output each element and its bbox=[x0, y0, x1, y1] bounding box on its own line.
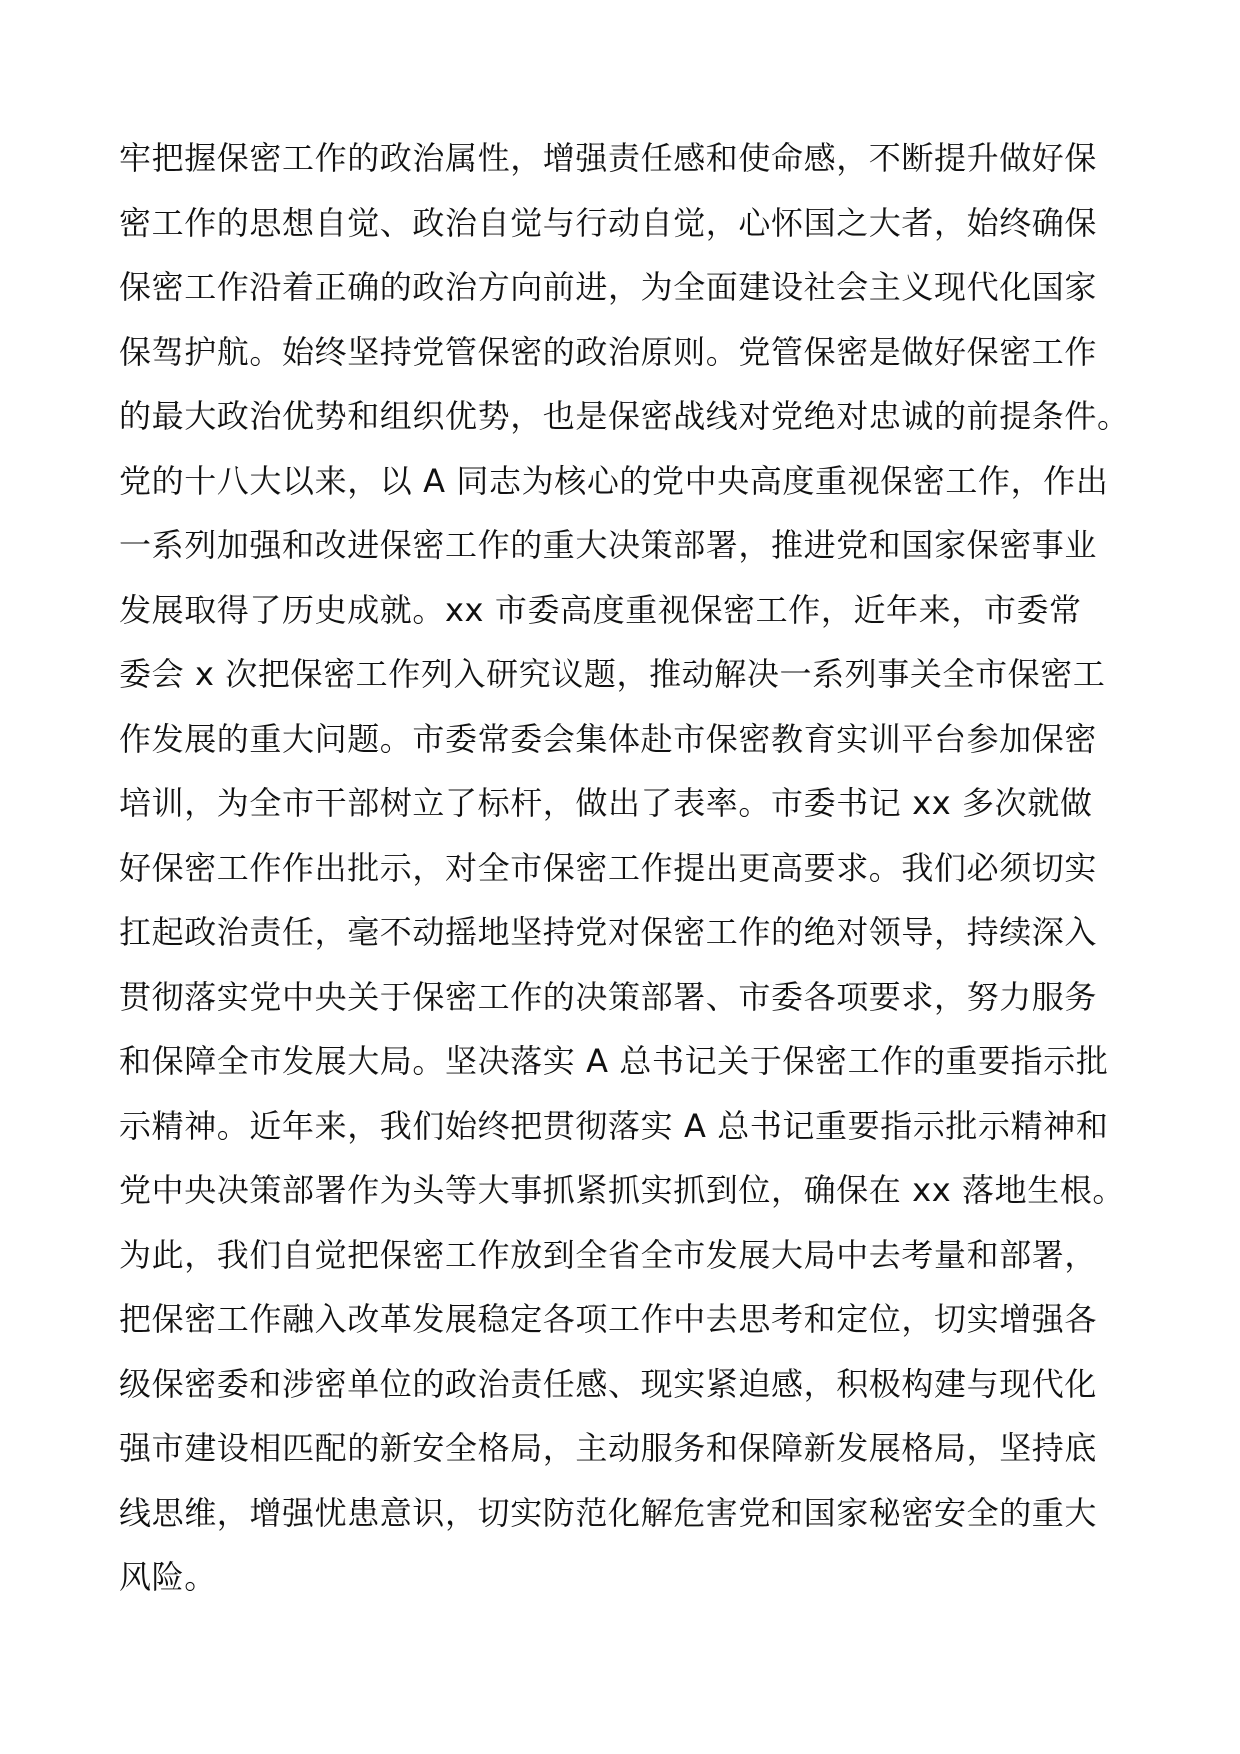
text-line: 密工作的思想自觉、政治自觉与行动自觉，心怀国之大者，始终确保 bbox=[119, 203, 1098, 242]
text-line: 保密工作沿着正确的政治方向前进，为全面建设社会主义现代化国家 bbox=[119, 268, 1098, 306]
text-line: 党中央决策部署作为头等大事抓紧抓实抓到位，确保在 xx 落地生根。 bbox=[119, 1171, 1126, 1209]
text-line: 作发展的重大问题。市委常委会集体赴市保密教育实训平台参加保密 bbox=[119, 719, 1098, 758]
text-line: 为此，我们自觉把保密工作放到全省全市发展大局中去考量和部署， bbox=[119, 1235, 1098, 1274]
text-line: 培训，为全市干部树立了标杆，做出了表率。市委书记 xx 多次就做 bbox=[119, 784, 1093, 822]
text-line: 一系列加强和改进保密工作的重大决策部署，推进党和国家保密事业 bbox=[119, 526, 1098, 564]
text-line: 示精神。近年来，我们始终把贯彻落实 A 总书记重要指示批示精神和 bbox=[119, 1106, 1109, 1145]
text-line: 把保密工作融入改革发展稳定各项工作中去思考和定位，切实增强各 bbox=[119, 1300, 1098, 1338]
text-line: 贯彻落实党中央关于保密工作的决策部署、市委各项要求，努力服务 bbox=[119, 977, 1098, 1016]
text-line: 的最大政治优势和组织优势，也是保密战线对党绝对忠诚的前提条件。 bbox=[119, 397, 1130, 435]
text-line: 线思维，增强忧患意识，切实防范化解危害党和国家秘密安全的重大 bbox=[119, 1493, 1098, 1532]
text-line: 牢把握保密工作的政治属性，增强责任感和使命感，不断提升做好保 bbox=[119, 139, 1098, 177]
body-paragraph bbox=[119, 126, 1129, 1610]
text-line: 强市建设相匹配的新安全格局，主动服务和保障新发展格局，坚持底 bbox=[119, 1429, 1098, 1467]
text-line: 扛起政治责任，毫不动摇地坚持党对保密工作的绝对领导，持续深入 bbox=[119, 913, 1098, 951]
text-line: 和保障全市发展大局。坚决落实 A 总书记关于保密工作的重要指示批 bbox=[119, 1042, 1109, 1080]
text-line: 保驾护航。始终坚持党管保密的政治原则。党管保密是做好保密工作 bbox=[119, 332, 1098, 371]
text-line: 党的十八大以来，以 A 同志为核心的党中央高度重视保密工作，作出 bbox=[119, 461, 1109, 500]
text-line: 委会 x 次把保密工作列入研究议题，推动解决一系列事关全市保密工 bbox=[119, 655, 1106, 693]
text-line: 好保密工作作出批示，对全市保密工作提出更高要求。我们必须切实 bbox=[119, 848, 1098, 887]
text-line: 发展取得了历史成就。xx 市委高度重视保密工作，近年来，市委常 bbox=[119, 590, 1082, 629]
text-line: 级保密委和涉密单位的政治责任感、现实紧迫感，积极构建与现代化 bbox=[119, 1364, 1098, 1403]
text-line: 风险。 bbox=[119, 1558, 217, 1596]
